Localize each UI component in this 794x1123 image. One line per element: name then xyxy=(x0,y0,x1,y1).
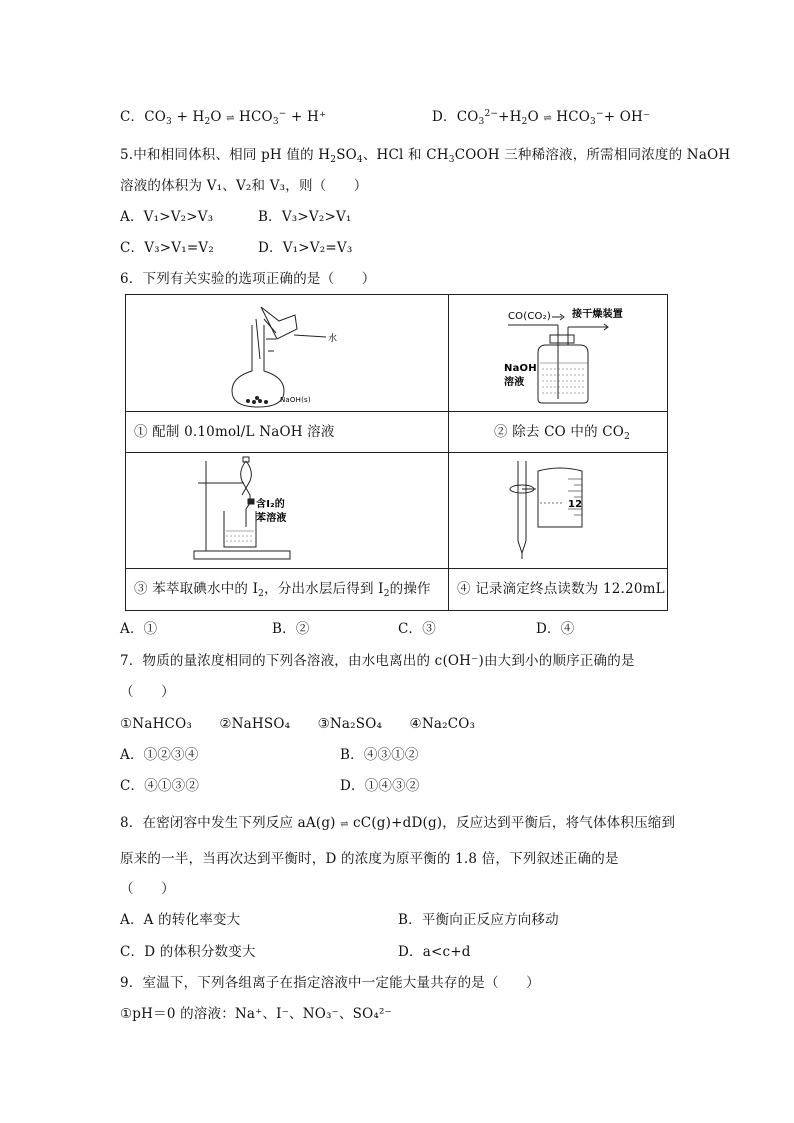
cell-1-caption: ① 配制 0.10mol/L NaOH 溶液 xyxy=(134,424,335,440)
cell-3-caption: ③ 苯萃取碘水中的 $I_2$，分出水层后得到 $I_2$的操作 xyxy=(134,581,431,599)
equilibrium-arrow-icon: ⇌ xyxy=(226,113,235,124)
q7-option-c: C．④①③② xyxy=(120,778,200,794)
q5-option-d: D．V₁>V₂=V₃ xyxy=(258,240,353,256)
q5-option-c: C．V₃>V₁=V₂ xyxy=(120,240,214,256)
fig2-solution-label: 溶液 xyxy=(504,377,525,388)
fig1-naoh-label: NaOH(s) xyxy=(280,396,311,404)
q7-paren: （ ） xyxy=(120,684,175,700)
q6-experiment-table xyxy=(125,294,668,611)
q5-stem-line1: 5.中和相同体积、相同 pH 值的 $H_2SO_4$、HCl 和 $CH_3COOH$ 三种稀溶液，所需相同浓度的 NaOH xyxy=(120,147,731,165)
q8-option-c: C．D 的体积分数变大 xyxy=(120,944,256,960)
fig1-water-label: 水 xyxy=(328,334,338,344)
q6-stem: 6．下列有关实验的选项正确的是（ ） xyxy=(120,271,376,287)
q6-option-d: D．④ xyxy=(536,621,575,637)
q5-option-b: B．V₃>V₂>V₁ xyxy=(258,209,352,225)
q7-stem: 7．物质的量浓度相同的下列各溶液，由水电离出的 c(OH⁻)由大到小的顺序正确的是 xyxy=(120,653,635,669)
fig2-inlet-label: CO(CO₂) xyxy=(508,311,551,322)
q7-option-a: A．①②③④ xyxy=(120,747,199,763)
equilibrium-arrow-icon: ⇌ xyxy=(340,819,349,830)
equilibrium-arrow-icon: ⇌ xyxy=(543,113,552,124)
q7-option-d: D．①④③② xyxy=(340,778,420,794)
q7-option-b: B．④③①② xyxy=(340,747,419,763)
q9-stem: 9．室温下，下列各组离子在指定溶液中一定能大量共存的是（ ） xyxy=(120,975,540,991)
fig2-naoh-label: NaOH xyxy=(504,363,537,374)
q6-option-a: A．① xyxy=(120,621,158,637)
q6-option-c: C．③ xyxy=(398,621,436,637)
q5-option-a: A．V₁>V₂>V₃ xyxy=(120,209,214,225)
cell-2-caption: ② 除去 CO 中的 $CO_2$ xyxy=(494,424,630,442)
q8-option-d: D．a<c+d xyxy=(398,944,471,960)
gas-washing-bottle-figure xyxy=(496,303,666,409)
q8-stem-line2: 原来的一半，当再次达到平衡时，D 的浓度为原平衡的 1.8 倍，下列叙述正确的是 xyxy=(120,851,619,867)
q5-stem-line2: 溶液的体积为 V₁、V₂和 V₃，则（ ） xyxy=(120,178,368,194)
q9-item-1: ①pH＝0 的溶液：Na⁺、I⁻、NO₃⁻、SO₄²⁻ xyxy=(120,1006,392,1022)
fig3-label-2: 苯溶液 xyxy=(256,513,287,524)
q6-option-b: B．② xyxy=(272,621,310,637)
q4-option-c: C．$CO_3 + H_2O$ ⇌ $HCO_3^- + H^+$ xyxy=(120,109,327,127)
fig3-label-1: 含I₂的 xyxy=(256,499,285,510)
q8-paren: （ ） xyxy=(120,881,175,897)
fig2-outlet-label: 接干燥装置 xyxy=(572,309,623,320)
cell-4-caption: ④ 记录滴定终点读数为 12.20mL xyxy=(457,581,665,597)
q7-items: ①NaHCO₃ ②NaHSO₄ ③Na₂SO₄ ④Na₂CO₃ xyxy=(120,716,476,732)
volumetric-flask-figure xyxy=(176,299,346,409)
q8-option-a: A．A 的转化率变大 xyxy=(120,912,241,928)
q4-option-d: D．$CO_3^{2-}+H_2O$ ⇌ $HCO_3^-+ OH^-$ xyxy=(432,109,651,127)
separatory-funnel-figure xyxy=(188,455,368,565)
q8-option-b: B．平衡向正反应方向移动 xyxy=(398,912,559,928)
q8-stem-line1: 8．在密闭容中发生下列反应 aA(g) ⇌ cC(g)+dD(g)，反应达到平衡后，将气体体积压缩到 xyxy=(120,815,676,831)
fig4-reading-label: 12 xyxy=(568,499,583,510)
burette-figure xyxy=(498,455,618,565)
